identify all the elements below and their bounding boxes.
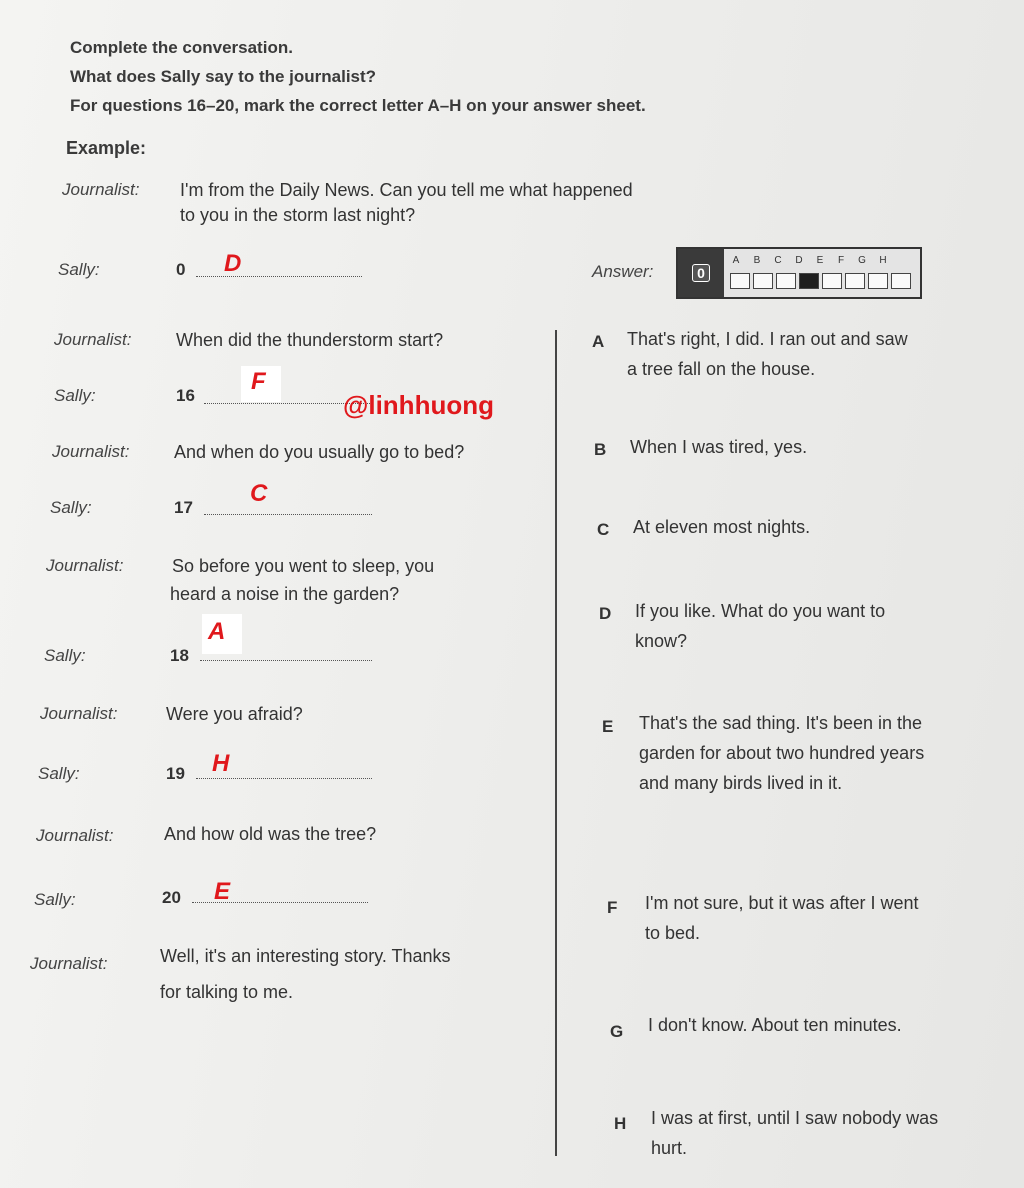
sally-label-18: Sally: [44,646,86,665]
answer-sheet-grid [676,247,922,299]
answer-grid-number: 0 [678,249,724,297]
option-text-c: At eleven most nights. [633,517,811,537]
answer-grid-letter-f: F [837,255,845,266]
answer-18: A [208,618,226,645]
option-letter-f: F [607,898,618,917]
answer-grid-cell-f[interactable] [845,273,865,289]
journalist-label-19: Journalist: [40,704,118,723]
instruction-line-3: For questions 16–20, mark the correct letter A–H on your answer sheet. [70,96,646,115]
answer-grid-letter-h: H [879,255,887,266]
answer-grid-cell-a[interactable] [730,273,750,289]
example-journalist-label: Journalist: [62,180,140,199]
answer-grid-letter-c: C [774,255,782,266]
option-letter-d: D [599,604,612,623]
example-heading: Example: [66,138,147,158]
journalist-label-20: Journalist: [36,826,114,845]
answer-grid-letter-e: E [816,255,824,266]
answer-blank-17[interactable] [204,514,372,515]
answer-grid-letter-d: D [795,255,803,266]
answer-grid-cell-e[interactable] [822,273,842,289]
answer-grid-cell-d[interactable] [799,273,819,289]
answer-grid-cell-b[interactable] [753,273,773,289]
journalist-line-16: When did the thunderstorm start? [176,330,444,350]
question-number-20: 20 [162,888,181,907]
answer-grid-cells [730,273,911,289]
question-number-16: 16 [176,386,195,405]
answer-19: H [212,750,230,777]
answer-16: F [251,368,266,395]
example-number: 0 [176,260,186,279]
option-text-b: When I was tired, yes. [630,437,808,457]
example-answer: D [224,250,242,277]
instruction-line-2: What does Sally say to the journalist? [70,67,377,86]
option-letter-c: C [597,520,610,539]
sally-label-19: Sally: [38,764,80,783]
example-sally-label: Sally: [58,260,100,279]
instruction-line-1: Complete the conversation. [70,38,293,57]
question-number-18: 18 [170,646,189,665]
journalist-line-19: Were you afraid? [166,704,303,724]
answer-20: E [214,878,231,905]
question-number-19: 19 [166,764,185,783]
answer-17: C [250,480,268,507]
answer-label: Answer: [592,262,654,281]
example-answer-blank[interactable] [196,276,362,277]
option-letter-e: E [602,717,614,736]
journalist-line-18a: So before you went to sleep, you [172,556,435,576]
journalist-line-17: And when do you usually go to bed? [174,442,465,462]
journalist-line-18b: heard a noise in the garden? [170,584,400,604]
watermark: @linhhuong [343,390,494,420]
option-text-h: I was at first, until I saw nobody was hurt. [651,1108,939,1158]
journalist-label-16: Journalist: [54,330,132,349]
answer-grid-letter-g: G [858,255,866,266]
example-journalist-line-1: I'm from the Daily News. Can you tell me what happened [180,180,633,200]
option-letter-h: H [614,1114,627,1133]
answer-grid-letter-a: A [732,255,740,266]
journalist-line-20: And how old was the tree? [164,824,377,844]
column-divider [555,330,557,1156]
option-text-f: I'm not sure, but it was after I went to bed. [645,893,919,943]
journalist-label-17: Journalist: [52,442,130,461]
example-journalist-line-2: to you in the storm last night? [180,205,416,225]
answer-blank-18[interactable] [200,660,372,661]
option-letter-b: B [594,440,607,459]
option-text-g: I don't know. About ten minutes. [648,1015,902,1035]
question-number-17: 17 [174,498,193,517]
answer-grid-cell-c[interactable] [776,273,796,289]
option-text-d: If you like. What do you want to know? [635,601,886,651]
option-text-a: That's right, I did. I ran out and saw a tree fall on the house. [627,329,908,379]
sally-label-17: Sally: [50,498,92,517]
journalist-label-18: Journalist: [46,556,124,575]
option-letter-a: A [592,332,605,351]
journalist-label-closing: Journalist: [30,954,108,973]
sally-label-16: Sally: [54,386,96,405]
option-letter-g: G [610,1022,624,1041]
answer-grid-letters [730,255,889,266]
answer-blank-19[interactable] [196,778,372,779]
sally-label-20: Sally: [34,890,76,909]
answer-grid-letter-b: B [753,255,761,266]
closing-line-2: for talking to me. [160,982,294,1002]
answer-grid-cell-h[interactable] [891,273,911,289]
closing-line-1: Well, it's an interesting story. Thanks [160,946,451,966]
option-text-e: That's the sad thing. It's been in the garden for about two hundred years and many birds lived in it. [639,713,925,793]
answer-grid-cell-g[interactable] [868,273,888,289]
